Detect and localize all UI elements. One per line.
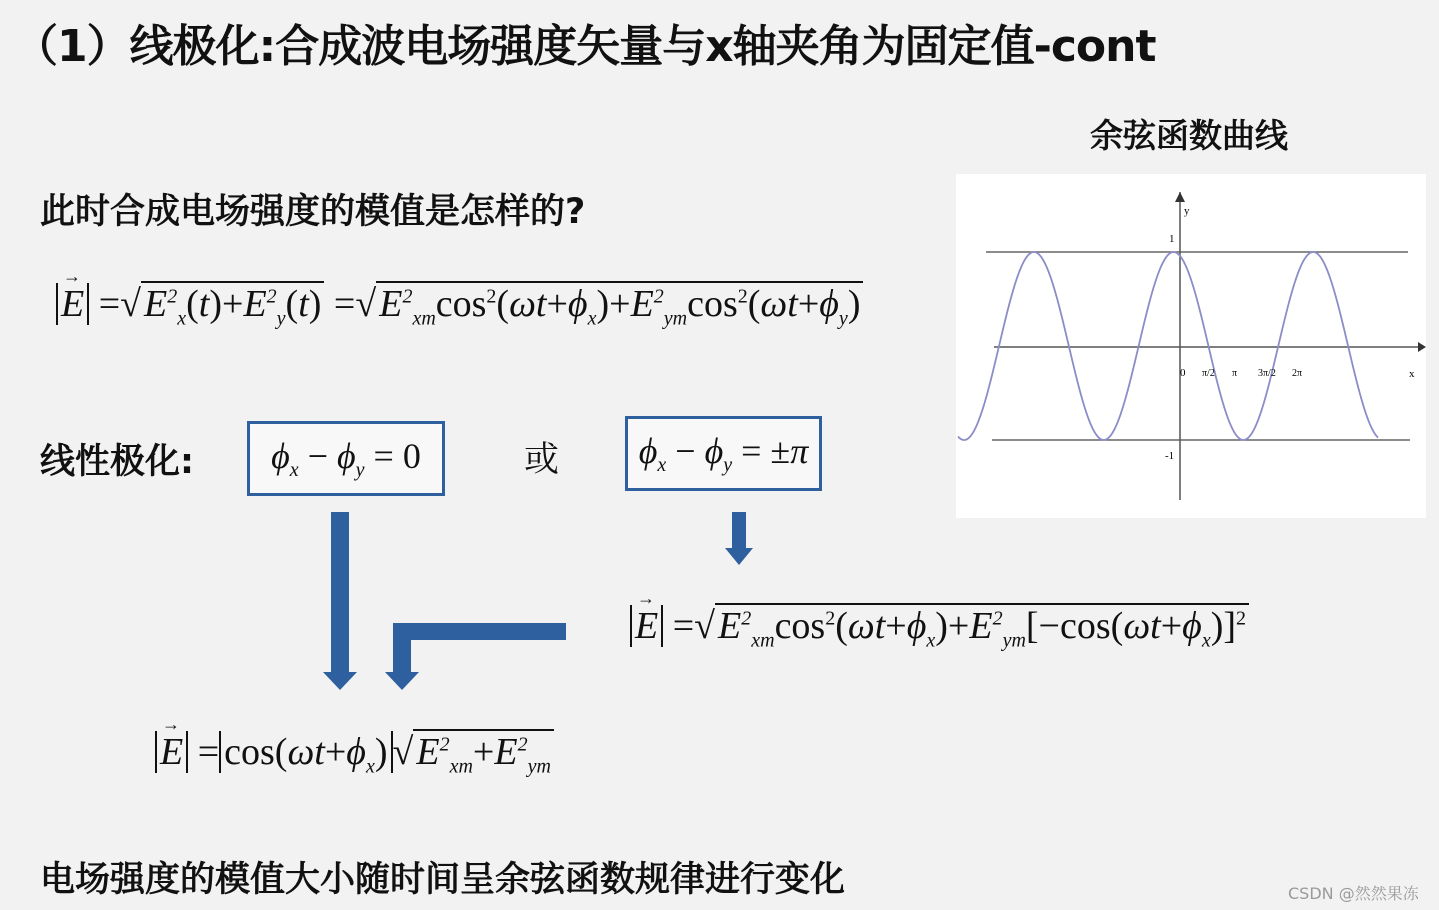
x-axis-arrow bbox=[1418, 342, 1426, 352]
in-phase-condition-box: $\phi_x - \phi_y = 0$ bbox=[247, 421, 445, 496]
y-tick-minus-1: -1 bbox=[1165, 450, 1175, 462]
chart-title: 余弦函数曲线 bbox=[1090, 116, 1288, 155]
right-arrow-shaft bbox=[732, 512, 746, 548]
left-arrow-head bbox=[323, 672, 357, 690]
question-text: 此时合成电场强度的模值是怎样的? bbox=[40, 192, 586, 232]
x-tick-pi: π bbox=[1232, 368, 1238, 379]
cosine-plot bbox=[956, 174, 1426, 518]
elbow-arrow-head bbox=[385, 672, 419, 690]
linear-polarization-label: 线性极化: bbox=[40, 442, 194, 482]
anti-phase-condition-box: $\phi_x - \phi_y = \pm\pi$ bbox=[625, 416, 822, 491]
slide-title: （1）线极化:合成波电场强度矢量与x轴夹角为固定值-cont bbox=[14, 21, 1156, 72]
x-tick-3pi-half: 3π/2 bbox=[1258, 368, 1276, 379]
right-arrow-head bbox=[725, 548, 753, 565]
or-label: 或 bbox=[524, 440, 560, 480]
anti-phase-equation: $E \to =√E^2_{xm}\cos^2(\omega t+\phi_x)+E^2_{ym}[-\cos(\omega t+\phi_x)]^2$ bbox=[630, 604, 1249, 653]
y-axis-label: y bbox=[1184, 205, 1190, 217]
x-tick-2pi: 2π bbox=[1292, 368, 1303, 379]
conclusion-text: 电场强度的模值大小随时间呈余弦函数规律进行变化 bbox=[40, 860, 846, 900]
y-tick-1: 1 bbox=[1169, 233, 1175, 245]
elbow-arrow-vertical bbox=[393, 623, 411, 673]
cosine-curve bbox=[958, 252, 1378, 440]
elbow-arrow-horizontal bbox=[393, 623, 566, 640]
modulus-equation: $E \to =√E^2_x(t)+E^2_y(t) =√E^2_{xm}\cos^2(\omega t+\phi_x)+E^2_{ym}\cos^2(\omega t+\phi_y)$ bbox=[56, 282, 863, 331]
y-axis-arrow bbox=[1175, 192, 1185, 202]
x-tick-pi-half: π/2 bbox=[1202, 368, 1215, 379]
watermark: CSDN @然然果冻 bbox=[1288, 884, 1419, 903]
x-axis-label: x bbox=[1409, 368, 1415, 380]
left-arrow-shaft bbox=[331, 512, 349, 672]
result-equation: E → = $\cos(\omega t+\phi_x)$ $√E^2_{xm}+E^2_{ym}$ bbox=[155, 730, 554, 779]
x-tick-0: 0 bbox=[1180, 367, 1186, 379]
